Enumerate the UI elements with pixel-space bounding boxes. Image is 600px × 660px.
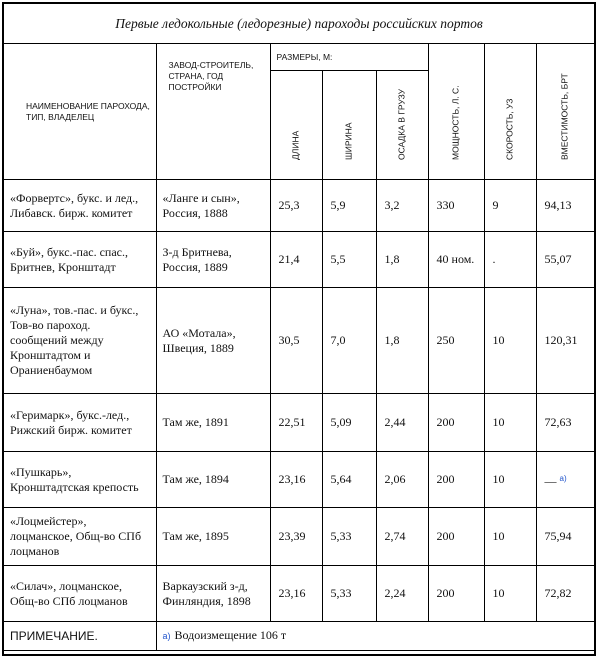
cell-draft: 2,24 xyxy=(376,566,428,622)
cell-length: 25,3 xyxy=(270,180,322,232)
cell-width: 5,09 xyxy=(322,394,376,452)
cell-power: 200 xyxy=(428,452,484,508)
cell-power: 200 xyxy=(428,508,484,566)
cell-width: 7,0 xyxy=(322,288,376,394)
cell-power: 200 xyxy=(428,566,484,622)
cell-length: 21,4 xyxy=(270,232,322,288)
table-row xyxy=(4,452,594,508)
cell-name: «Пушкарь», Кронштадтская крепость xyxy=(4,452,156,508)
cell-yard: АО «Мотала», Швеция, 1889 xyxy=(156,288,270,394)
cell-width: 5,64 xyxy=(322,452,376,508)
note-text: Водоизмещение 106 т xyxy=(174,628,287,642)
cell-capacity: 120,31 xyxy=(536,288,594,394)
cell-length: 22,51 xyxy=(270,394,322,452)
header-power-label: МОЩНОСТЬ, Л. С. xyxy=(450,85,461,160)
cell-draft: 2,44 xyxy=(376,394,428,452)
header-power xyxy=(428,44,484,180)
cell-name: «Лоцмейстер», лоцманское, Общ-во СПб лоцманов xyxy=(4,508,156,566)
cell-width: 5,5 xyxy=(322,232,376,288)
cell-draft: 1,8 xyxy=(376,232,428,288)
cell-draft: 2,74 xyxy=(376,508,428,566)
note-marker: а) xyxy=(162,631,171,641)
cell-name: «Силач», лоцманское, Общ-во СПб лоцманов xyxy=(4,566,156,622)
header-speed-label: СКОРОСТЬ, УЗ xyxy=(504,98,515,160)
cell-yard: Варкаузский з-д, Финляндия, 1898 xyxy=(156,566,270,622)
table-row xyxy=(4,232,594,288)
cell-power: 200 xyxy=(428,394,484,452)
cell-capacity: 75,94 xyxy=(536,508,594,566)
table-title: Первые ледокольные (ледорезные) пароходы российских портов xyxy=(4,4,594,44)
cell-width: 5,33 xyxy=(322,508,376,566)
cell-yard: «Ланге и сын», Россия, 1888 xyxy=(156,180,270,232)
cell-speed: 10 xyxy=(484,394,536,452)
table-row xyxy=(4,288,594,394)
header-sizes: РАЗМЕРЫ, М: xyxy=(270,44,428,71)
header-length-label: ДЛИНА xyxy=(290,130,301,160)
header-width xyxy=(322,71,376,180)
table-row xyxy=(4,394,594,452)
cell-capacity: 72,82 xyxy=(536,566,594,622)
cell-speed: 10 xyxy=(484,452,536,508)
table-row xyxy=(4,180,594,232)
cell-width: 5,9 xyxy=(322,180,376,232)
note-row xyxy=(4,622,594,651)
header-name: НАИМЕНОВАНИЕ ПАРОХОДА, ТИП, ВЛАДЕЛЕЦ xyxy=(4,44,156,180)
note-text-cell xyxy=(156,622,594,651)
table-row xyxy=(4,566,594,622)
cell-length: 30,5 xyxy=(270,288,322,394)
ships-table xyxy=(4,44,594,651)
cell-yard: Там же, 1894 xyxy=(156,452,270,508)
cell-yard: Там же, 1891 xyxy=(156,394,270,452)
header-capacity-label: ВМЕСТИМОСТЬ, БРТ xyxy=(559,73,570,160)
cell-speed: . xyxy=(484,232,536,288)
cell-power: 250 xyxy=(428,288,484,394)
cell-speed: 10 xyxy=(484,288,536,394)
cell-name: «Буй», букс.-пас. спас., Бритнев, Кронштадт xyxy=(4,232,156,288)
cell-speed: 10 xyxy=(484,508,536,566)
header-width-label: ШИРИНА xyxy=(343,122,354,160)
header-yard: ЗАВОД-СТРОИТЕЛЬ, СТРАНА, ГОД ПОСТРОЙКИ xyxy=(156,44,270,180)
footnote-marker: а) xyxy=(559,473,567,483)
header-draft xyxy=(376,71,428,180)
cell-yard: Там же, 1895 xyxy=(156,508,270,566)
cell-length: 23,16 xyxy=(270,566,322,622)
cell-speed: 10 xyxy=(484,566,536,622)
cell-width: 5,33 xyxy=(322,566,376,622)
cell-name: «Луна», тов.-пас. и букс., Тов-во пароход. сообщений между Кронштадтом и Ораниенбаумом xyxy=(4,288,156,394)
cell-draft: 2,06 xyxy=(376,452,428,508)
header-speed xyxy=(484,44,536,180)
cell-speed: 9 xyxy=(484,180,536,232)
cell-capacity: 72,63 xyxy=(536,394,594,452)
cell-draft: 1,8 xyxy=(376,288,428,394)
header-length xyxy=(270,71,322,180)
ships-table-frame xyxy=(2,2,596,656)
cell-capacity xyxy=(536,452,594,508)
cell-length: 23,39 xyxy=(270,508,322,566)
header-capacity xyxy=(536,44,594,180)
note-label: ПРИМЕЧАНИЕ. xyxy=(4,622,156,651)
cell-name: «Форвертс», букс. и лед., Либавск. бирж. комитет xyxy=(4,180,156,232)
cell-power: 330 xyxy=(428,180,484,232)
table-row xyxy=(4,508,594,566)
cell-capacity: 94,13 xyxy=(536,180,594,232)
cell-length: 23,16 xyxy=(270,452,322,508)
capacity-value: — xyxy=(544,473,557,488)
cell-power: 40 ном. xyxy=(428,232,484,288)
cell-capacity: 55,07 xyxy=(536,232,594,288)
cell-name: «Геримарк», букс.-лед., Рижский бирж. комитет xyxy=(4,394,156,452)
cell-yard: З-д Бритнева, Россия, 1889 xyxy=(156,232,270,288)
cell-draft: 3,2 xyxy=(376,180,428,232)
header-draft-label: ОСАДКА В ГРУЗУ xyxy=(396,88,407,160)
